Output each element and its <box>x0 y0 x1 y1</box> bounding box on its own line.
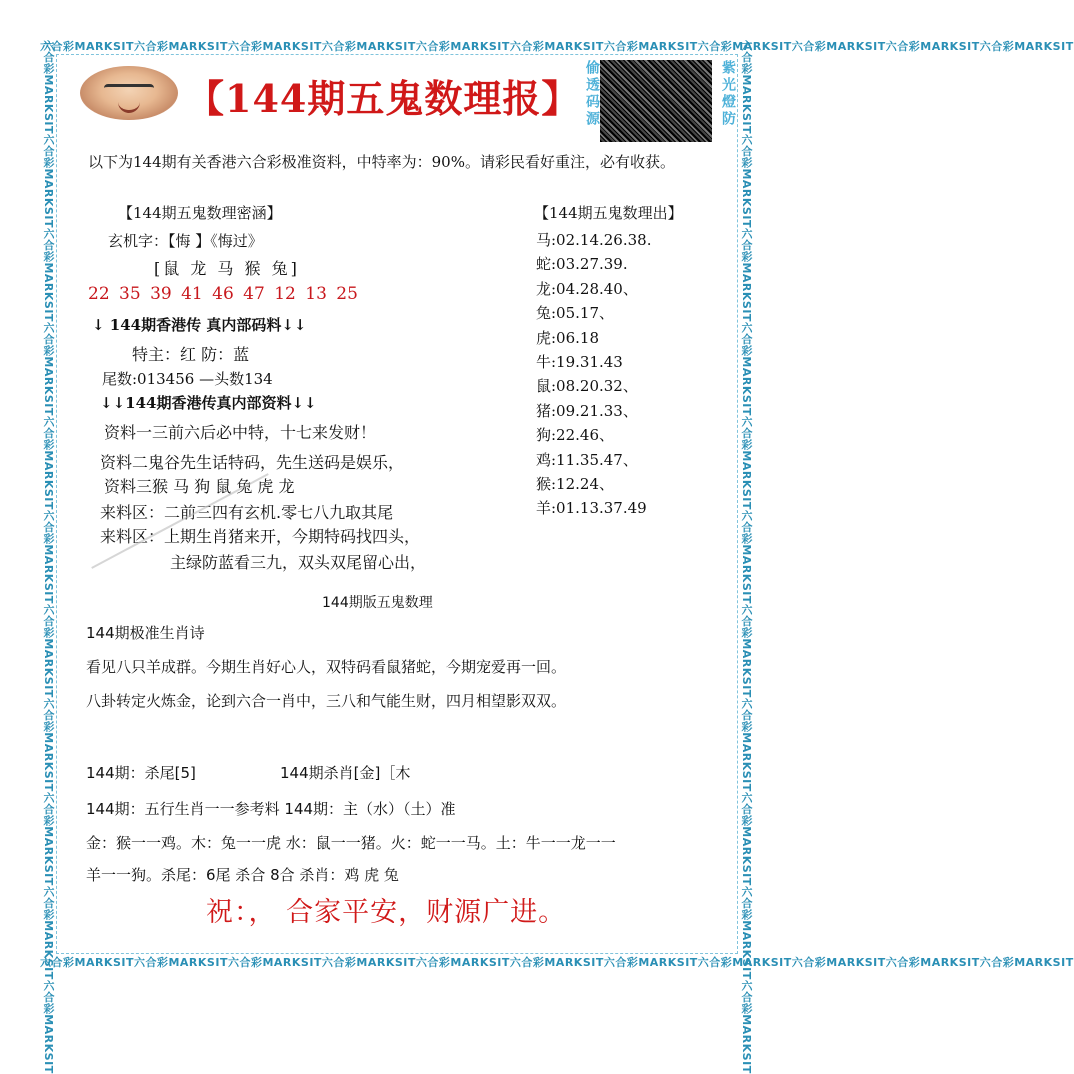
list-item: 羊:01.13.37.49 <box>536 499 647 518</box>
frame-bottom-strip: 六合彩MARKSIT六合彩MARKSIT六合彩MARKSIT六合彩MARKSIT六合彩MARKSIT六合彩MARKSIT六合彩MARKSIT六合彩MARKSIT六合彩MARKSIT六合彩MARKSIT六合彩MARKSIT <box>40 956 1074 969</box>
frame-right-strip: 六合彩MARKSIT六合彩MARKSIT六合彩MARKSIT六合彩MARKSIT六合彩MARKSIT六合彩MARKSIT六合彩MARKSIT六合彩MARKSIT六合彩MARKSIT六合彩MARKSIT六合彩MARKSIT <box>740 40 753 1074</box>
frame-left-strip: 六合彩MARKSIT六合彩MARKSIT六合彩MARKSIT六合彩MARKSIT六合彩MARKSIT六合彩MARKSIT六合彩MARKSIT六合彩MARKSIT六合彩MARKSIT六合彩MARKSIT六合彩MARKSIT <box>42 40 55 1074</box>
ziliao-1: 资料一三前六后必中特，十七来发财！ <box>104 423 377 442</box>
wuxing-detail-1: 金：猴一一鸡。木：兔一一虎 水：鼠一一猪。火：蛇一一马。土：牛一一龙一一 <box>86 834 616 852</box>
list-item: 猪:09.21.33、 <box>536 401 638 420</box>
intro-text: 以下为144期有关香港六合彩极准资料，中特率为：90%。请彩民看好重注，必有收获。 <box>88 153 675 171</box>
laiqu-3: 主绿防蓝看三九，双头双尾留心出， <box>170 553 427 572</box>
side-label-left: 偷透码源 <box>584 60 600 128</box>
tezhu-line: 特主：红 防：蓝 <box>132 345 250 364</box>
avatar <box>80 66 178 120</box>
blessing-text: 祝：， 合家平安，财源广进。 <box>206 897 567 928</box>
list-item: 兔:05.17、 <box>536 304 614 323</box>
zodiac-number-list <box>536 228 651 521</box>
list-item: 蛇:03.27.39. <box>536 255 628 274</box>
poem-line-1: 看见八只羊成群。今期生肖好心人，双特码看鼠猪蛇，今期宠爱再一回。 <box>86 658 567 676</box>
list-item: 狗:22.46、 <box>536 426 614 445</box>
inside-line-2: ↓↓144期香港传真内部资料↓↓ <box>100 394 317 412</box>
laiqu-2: 来料区：上期生肖猪来开，今期特码找四头， <box>100 527 421 546</box>
frame-top-strip: 六合彩MARKSIT六合彩MARKSIT六合彩MARKSIT六合彩MARKSIT六合彩MARKSIT六合彩MARKSIT六合彩MARKSIT六合彩MARKSIT六合彩MARKSIT六合彩MARKSIT六合彩MARKSIT <box>40 40 1074 53</box>
poem-title: 144期极准生肖诗 <box>86 624 205 642</box>
right-heading: 【144期五鬼数理出】 <box>534 204 683 222</box>
qr-code-icon <box>600 60 712 142</box>
wuxing-line: 144期：五行生肖一一参考料 144期：主（水）（土）准 <box>86 800 456 818</box>
list-item: 鸡:11.35.47、 <box>536 450 638 469</box>
section-heading: 144期版五鬼数理 <box>322 595 433 611</box>
side-label-right: 紫光燈防 <box>720 60 736 128</box>
list-item: 虎:06.18 <box>536 328 599 347</box>
shawei-line: 144期：杀尾[5] <box>86 764 196 782</box>
inside-line-1: ↓ 144期香港传 真内部码料↓↓ <box>92 316 307 334</box>
ziliao-3: 资料三猴 马 狗 鼠 兔 虎 龙 <box>104 477 295 496</box>
left-heading: 【144期五鬼数理密涵】 <box>118 204 282 222</box>
list-item: 马:02.14.26.38. <box>536 231 652 249</box>
page-title: 【144期五鬼数理报】 <box>186 76 581 121</box>
list-item: 猴:12.24、 <box>536 475 614 494</box>
xuanji-line: 玄机字：【悔 】《悔过》 <box>108 232 263 250</box>
laiqu-1: 来料区：二前三四有玄机.零七八九取其尾 <box>100 503 394 522</box>
wuxing-detail-2: 羊一一狗。杀尾：6尾 杀合 8合 杀肖：鸡 虎 兔 <box>86 866 399 884</box>
list-item: 龙:04.28.40、 <box>536 279 638 298</box>
shaxiao-line: 144期杀肖[金]［木 <box>280 764 411 782</box>
list-item: 鼠:08.20.32、 <box>536 377 638 396</box>
smile-icon <box>118 102 140 113</box>
list-item: 牛:19.31.43 <box>536 353 623 372</box>
ziliao-2: 资料二鬼谷先生话特码，先生送码是娱乐， <box>100 453 405 472</box>
poem-line-2: 八卦转定火炼金，论到六合一肖中，三八和气能生财，四月相望影双双。 <box>86 692 567 710</box>
glasses-icon <box>104 84 154 97</box>
weishu-line: 尾数:013456 —头数134 <box>102 370 273 388</box>
number-row: 22 35 39 41 46 47 12 13 25 <box>88 284 358 304</box>
zodiac-line: [鼠 龙 马 猴 兔] <box>154 259 300 278</box>
